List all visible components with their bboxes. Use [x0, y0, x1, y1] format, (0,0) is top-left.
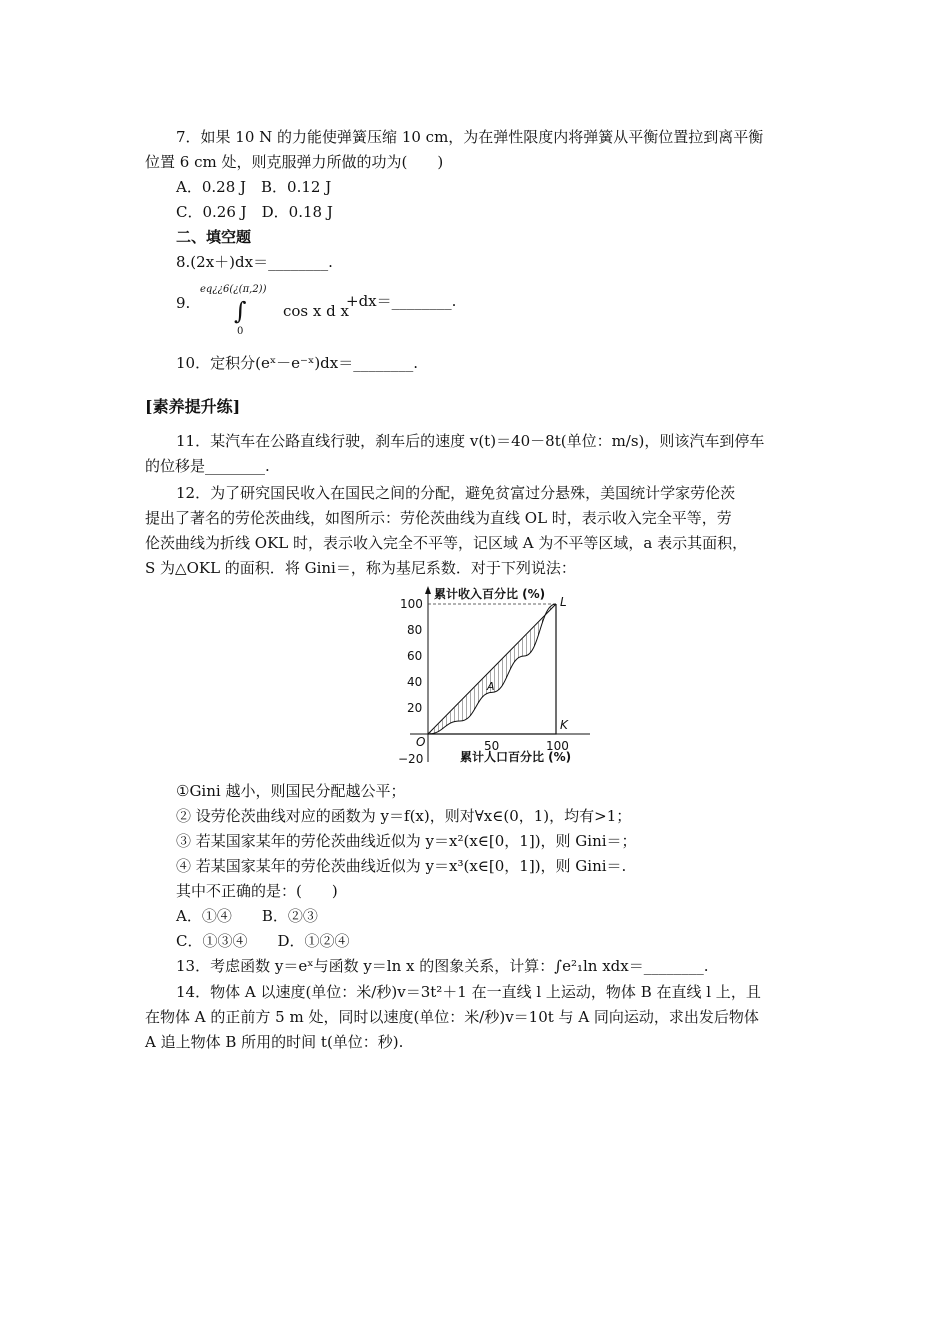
q12-statement-2: ② 设劳伦茨曲线对应的函数为 y＝f(x)，则对∀x∈(0，1)，均有>1； — [176, 807, 632, 825]
q12-line3: 伦茨曲线为折线 OKL 时，表示收入完全不平等，记区域 A 为不平等区域，a 表示其面积， — [145, 534, 748, 552]
series-ol — [428, 604, 556, 734]
q14-line3: A 追上物体 B 所用的时间 t(单位：秒). — [145, 1033, 404, 1051]
y-axis-title: 累计收入百分比 (%) — [434, 587, 546, 601]
y-axis-arrow-icon — [425, 586, 431, 594]
q7-line1: 7．如果 10 N 的力能使弹簧压缩 10 cm，为在弹性限度内将弹簧从平衡位置拉到离平衡 — [176, 128, 764, 146]
section-advanced: [素养提升练] — [145, 397, 241, 416]
x-tick-50: 50 — [484, 739, 500, 753]
q12-statement-3: ③ 若某国家某年的劳伦茨曲线近似为 y＝x²(x∈[0，1])，则 Gini＝； — [176, 832, 637, 850]
region-label-a: A — [487, 680, 495, 693]
y-tick-100: 100 — [400, 597, 423, 611]
q12-statement-1: ①Gini 越小，则国民分配越公平； — [176, 782, 406, 800]
q12-line2: 提出了著名的劳伦茨曲线，如图所示：劳伦茨曲线为直线 OL 时，表示收入完全平等，劳 — [145, 509, 732, 527]
q8: 8.(2x＋)dx＝________. — [176, 253, 333, 271]
y-tick-60: 60 — [407, 649, 423, 663]
q9-lower-limit: 0 — [237, 326, 244, 337]
q14-line1: 14．物体 A 以速度(单位：米/秒)v＝3t²＋1 在一直线 l 上运动，物体 B 在直线 l 上，且 — [176, 983, 761, 1001]
q10: 10．定积分(eˣ－e⁻ˣ)dx＝________. — [176, 354, 419, 372]
integral-sign-icon: ∫ — [234, 297, 247, 325]
x-axis-title: 累计人口百分比 (%) — [460, 750, 572, 764]
q7-options-cd: C．0.26 J D．0.18 J — [176, 203, 333, 221]
q7-line2: 位置 6 cm 处，则克服弹力所做的功为( ) — [145, 153, 444, 171]
q9-upper-limit: eq¿¿6(¿(π,2)) — [200, 284, 267, 295]
q13: 13．考虑函数 y＝eˣ与函数 y＝ln x 的图象关系，计算：∫e²₁ln xdx＝________. — [176, 957, 709, 975]
q9-integral — [200, 284, 280, 344]
q7-options-ab: A．0.28 J B．0.12 J — [176, 178, 332, 196]
x-tick-100: 100 — [546, 739, 569, 753]
point-label-l: L — [560, 595, 567, 609]
q12-options-cd: C．①③④ D．①②④ — [176, 932, 350, 950]
q11-line2: 的位移是________. — [145, 457, 270, 475]
y-tick-80: 80 — [407, 623, 423, 637]
q12-line1: 12．为了研究国民收入在国民之间的分配，避免贫富过分悬殊，美国统计学家劳伦茨 — [176, 484, 736, 502]
q12-statement-4: ④ 若某国家某年的劳伦茨曲线近似为 y＝x³(x∈[0，1])，则 Gini＝. — [176, 857, 627, 875]
y-tick-20: 20 — [407, 701, 423, 715]
q12-options-ab: A．①④ B．②③ — [176, 907, 318, 925]
y-tick-neg20: −20 — [398, 752, 424, 766]
q12-question: 其中不正确的是：( ) — [176, 882, 338, 900]
q9-number: 9. — [176, 294, 191, 312]
q12-line4: S 为△OKL 的面积．将 Gini＝，称为基尼系数．对于下列说法： — [145, 559, 576, 577]
lorenz-chart — [390, 582, 595, 772]
q9-tail: +dx＝________. — [346, 292, 457, 310]
q14-line2: 在物体 A 的正前方 5 m 处，同时以速度(单位：米/秒)v＝10t 与 A 同向运动，求出发后物体 — [145, 1008, 759, 1026]
y-tick-40: 40 — [407, 675, 423, 689]
point-label-k: K — [560, 718, 568, 732]
q11-line1: 11．某汽车在公路直线行驶，刹车后的速度 v(t)＝40－8t(单位：m/s)，则该汽车到停车 — [176, 432, 765, 450]
section-fill-blank: 二、填空题 — [176, 228, 252, 246]
origin-label: O — [416, 735, 426, 749]
q9-integrand: cos x d x — [283, 302, 349, 320]
